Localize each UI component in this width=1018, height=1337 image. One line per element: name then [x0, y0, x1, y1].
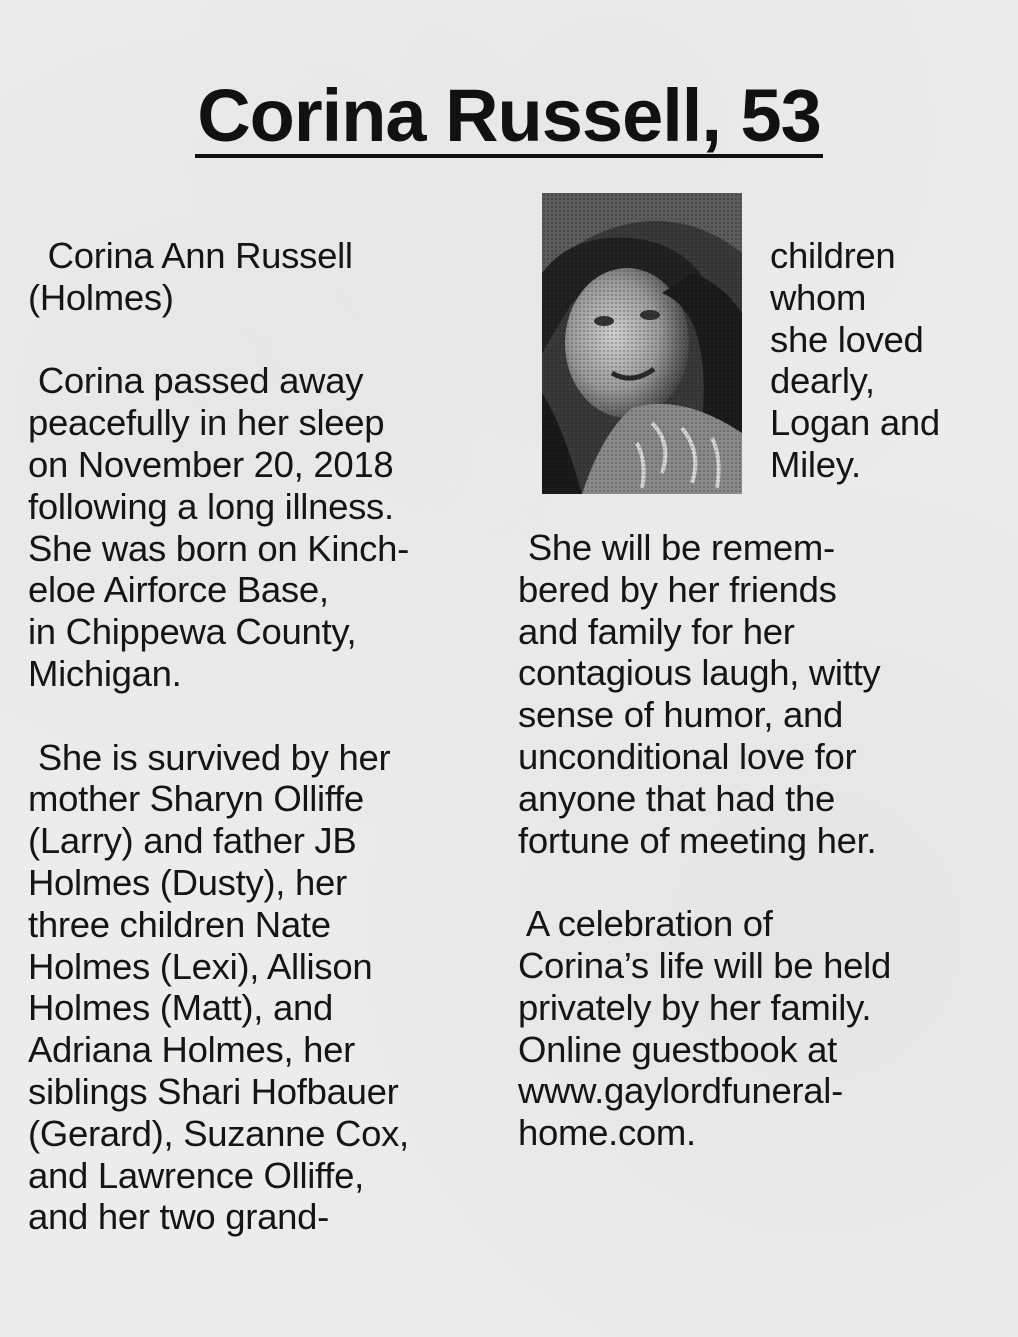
left-column-line: (Larry) and father JB	[28, 820, 357, 862]
beside-photo-line: children	[770, 235, 896, 276]
obituary-beside-photo-text	[770, 235, 1010, 486]
right-column-line: anyone that had the	[518, 777, 835, 819]
right-column-line: privately by her family.	[518, 986, 872, 1028]
headline-text: Corina Russell, 53	[197, 74, 821, 157]
right-column-line: She will be remem-	[518, 527, 835, 568]
right-column-line: contagious laugh, witty	[518, 652, 881, 694]
left-column-line: three children Nate	[28, 903, 331, 945]
left-column-line: peacefully in her sleep	[28, 402, 385, 444]
left-column-line: Holmes (Lexi), Allison	[28, 945, 373, 987]
left-column-line	[28, 695, 488, 737]
left-column-line: Holmes (Matt), and	[28, 987, 333, 1029]
right-column-line: Online guestbook at	[518, 1028, 837, 1070]
right-column-line: A celebration of	[518, 903, 773, 945]
right-column-line	[518, 861, 998, 903]
left-column-line: siblings Shari Hofbauer	[28, 1070, 399, 1112]
right-column-line: sense of humor, and	[518, 694, 844, 736]
left-column-line: Holmes (Dusty), her	[28, 861, 347, 903]
left-column-line: She was born on Kinch-	[28, 527, 409, 569]
left-column-line: on November 20, 2018	[28, 443, 394, 485]
left-column-line	[28, 319, 488, 361]
right-column-line: www.gaylordfuneral-	[518, 1070, 843, 1112]
left-column-line: Corina Ann Russell	[28, 235, 353, 276]
left-column-line: in Chippewa County,	[28, 611, 357, 653]
right-column-line: and family for her	[518, 610, 795, 652]
right-column-line: unconditional love for	[518, 735, 857, 777]
portrait-photo-graphic	[542, 193, 742, 494]
left-column-line: (Holmes)	[28, 276, 174, 318]
left-column-line: (Gerard), Suzanne Cox,	[28, 1112, 409, 1154]
beside-photo-line: she loved	[770, 318, 924, 360]
right-column-line: fortune of meeting her.	[518, 819, 877, 861]
right-column-line: bered by her friends	[518, 568, 837, 610]
portrait-photo	[542, 193, 742, 494]
left-column-line: mother Sharyn Olliffe	[28, 778, 364, 820]
obituary-right-column	[518, 527, 998, 1154]
beside-photo-line: Logan and	[770, 402, 940, 444]
left-column-line: and her two grand-	[28, 1196, 329, 1238]
beside-photo-line: dearly,	[770, 360, 875, 402]
beside-photo-line: Miley.	[770, 443, 861, 485]
left-column-line: She is survived by her	[28, 736, 391, 778]
left-column-line: eloe Airforce Base,	[28, 569, 329, 611]
right-column-line: Corina’s life will be held	[518, 944, 891, 986]
left-column-line: Corina passed away	[28, 360, 364, 402]
left-column-line: Michigan.	[28, 652, 182, 694]
obituary-headline	[0, 74, 1018, 158]
left-column-line: following a long illness.	[28, 485, 394, 527]
beside-photo-line: whom	[770, 276, 867, 318]
left-column-line: and Lawrence Olliffe,	[28, 1154, 364, 1196]
right-column-line: home.com.	[518, 1112, 696, 1154]
obituary-left-column	[28, 235, 488, 1238]
left-column-line: Adriana Holmes, her	[28, 1029, 356, 1071]
